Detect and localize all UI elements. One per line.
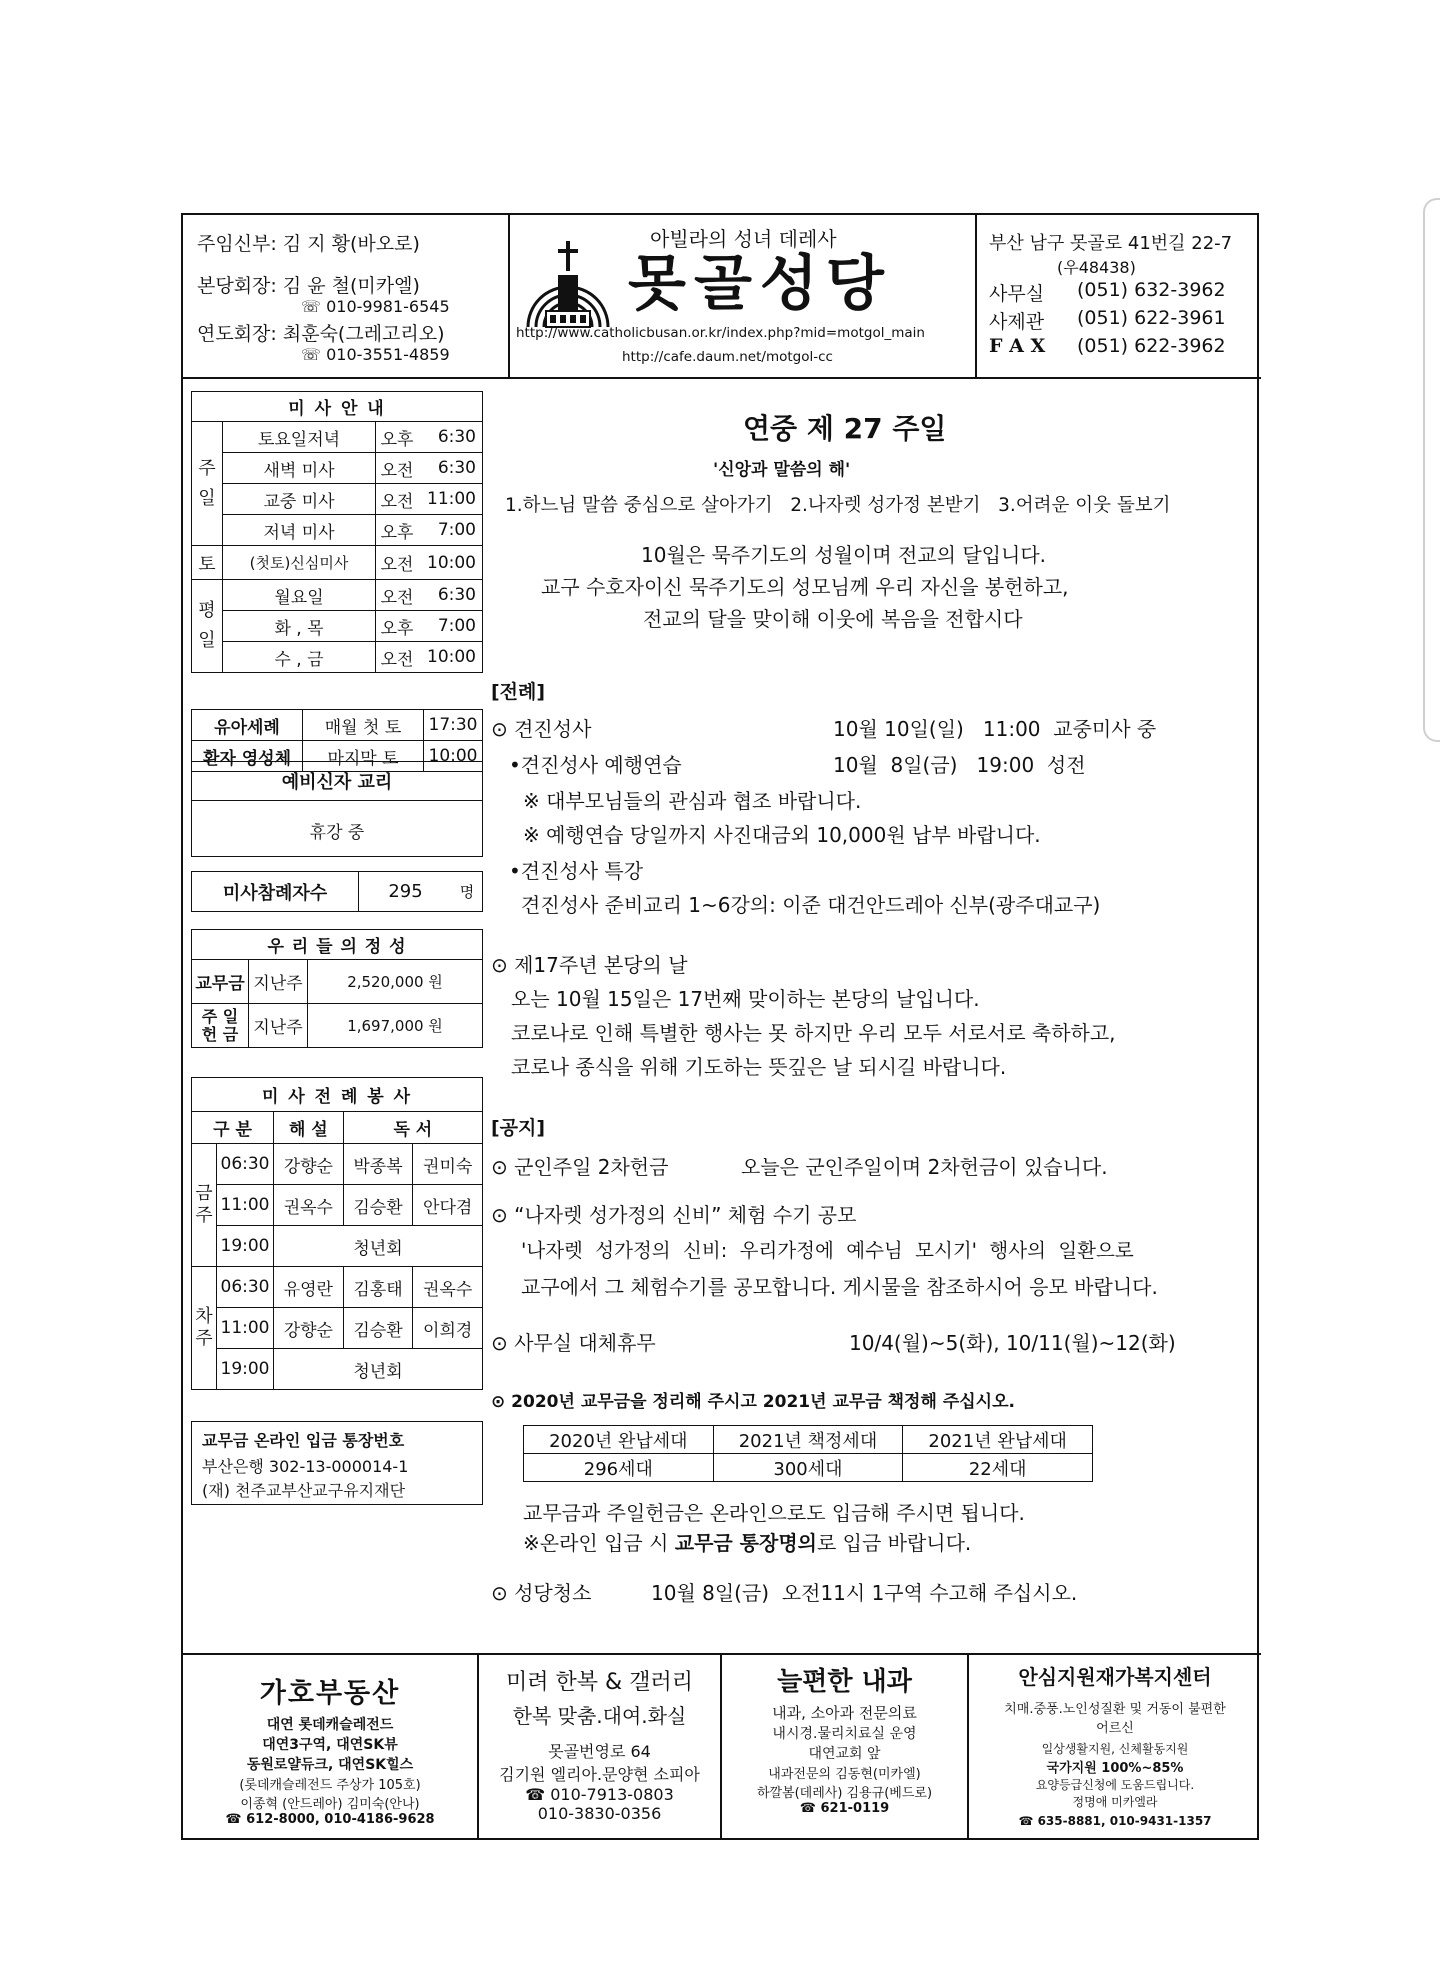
mass-time: 7:00 <box>418 611 483 642</box>
catechumen-box <box>191 761 483 857</box>
year-theme: '신앙과 말씀의 해' <box>713 460 851 480</box>
office-phone: (051) 632-3962 <box>1077 279 1226 301</box>
church-address: 부산 남구 못골로 41번길 22-7 <box>989 233 1233 254</box>
cleaning-title: ⊙ 성당청소 <box>491 1581 592 1605</box>
mass-time: 7:00 <box>418 515 483 546</box>
service-group: 청년회 <box>274 1349 483 1390</box>
dues-value: 22세대 <box>903 1454 1093 1482</box>
service-reader: 김홍태 <box>343 1267 413 1308</box>
service-time: 11:00 <box>217 1185 274 1226</box>
service-group: 청년회 <box>274 1226 483 1267</box>
intro-line: 전교의 달을 맞이해 이웃에 복음을 전합시다 <box>643 607 1023 631</box>
infant-baptism-when: 매월 첫 토 <box>303 710 424 741</box>
sick-communion-time: 10:00 <box>424 741 483 772</box>
bulletin-frame <box>181 213 1259 1840</box>
sunday-label: 주일 <box>192 422 223 546</box>
mass-name: 저녁 미사 <box>223 515 376 546</box>
anniversary-title: ⊙ 제17주년 본당의 날 <box>491 953 688 977</box>
president-label: 본당회장: <box>197 275 277 297</box>
nazareth-line: 교구에서 그 체험수기를 공모합니다. 게시물을 참조하시어 응모 바랍니다. <box>521 1275 1158 1299</box>
next-week-label: 차주 <box>192 1267 217 1390</box>
mass-name: 새벽 미사 <box>223 453 376 484</box>
offering-period: 지난주 <box>249 1004 308 1048</box>
dues-header: 2021년 완납세대 <box>903 1426 1093 1454</box>
saturday-label: 토 <box>192 546 223 580</box>
service-header: 독 서 <box>343 1112 482 1144</box>
pastoral-goals: 1.하느님 말씀 중심으로 살아가기 2.나자렛 성가정 본받기 3.어려운 이웃 돌보기 <box>505 495 1171 516</box>
ad-hanbok: 미려 한복 & 갤러리 한복 맞춤.대여.화실 못골번영로 64 김기원 엘리아.문양현 소피아 ☎ 010-7913-0803 010-3830-0356 <box>479 1655 722 1838</box>
header-logo <box>510 215 977 377</box>
bank-account: 부산은행 302-13-000014-1 <box>202 1457 409 1476</box>
rectory-phone: (051) 622-3961 <box>1077 307 1226 329</box>
offering-amount: 1,697,000 원 <box>308 1004 483 1048</box>
church-name: 못골성당 <box>628 249 892 319</box>
mass-ampm: 오후 <box>376 515 419 546</box>
mass-time: 6:30 <box>418 580 483 611</box>
anniversary-line: 코로나로 인해 특별한 행사는 못 하지만 우리 모두 서로서로 축하하고, <box>511 1021 1116 1045</box>
service-time: 19:00 <box>217 1349 274 1390</box>
header-contact <box>977 215 1261 377</box>
online-note-bold: 교무금 통장명의 <box>674 1531 817 1555</box>
mass-ampm: 오전 <box>376 453 419 484</box>
rectory-label: 사제관 <box>989 311 1045 333</box>
bank-holder: (재) 천주교부산교구유지재단 <box>202 1481 406 1500</box>
note-line: ※ 대부모님들의 관심과 협조 바랍니다. <box>523 789 862 813</box>
offering-period: 지난주 <box>249 960 308 1004</box>
offering-label: 교무금 <box>192 960 249 1004</box>
online-note-post: 로 입금 바랍니다. <box>816 1531 972 1555</box>
infant-baptism-time: 17:30 <box>424 710 483 741</box>
catechumen-title: 예비신자 교리 <box>281 772 393 793</box>
mass-time: 6:30 <box>418 453 483 484</box>
infant-baptism-label: 유아세례 <box>192 710 303 741</box>
header-divider <box>183 377 1261 379</box>
office-label: 사무실 <box>989 283 1045 305</box>
notice-heading: [공지] <box>491 1117 546 1139</box>
service-commentary: 권옥수 <box>274 1185 344 1226</box>
zipcode: (우48438) <box>1057 258 1136 277</box>
confirmation-when: 10월 10일(일) 11:00 교중미사 중 <box>833 717 1157 741</box>
military-title: ⊙ 군인주일 2차헌금 <box>491 1155 669 1179</box>
dues-value: 296세대 <box>524 1454 714 1482</box>
service-title: 미 사 전 례 봉 사 <box>192 1078 483 1112</box>
nazareth-title: ⊙ “나자렛 성가정의 신비” 체험 수기 공모 <box>491 1203 857 1227</box>
service-time: 11:00 <box>217 1308 274 1349</box>
bank-title: 교무금 온라인 입금 통장번호 <box>202 1431 405 1450</box>
service-commentary: 유영란 <box>274 1267 344 1308</box>
mass-name: 월요일 <box>223 580 376 611</box>
online-note-pre: ※온라인 입금 시 <box>523 1531 675 1555</box>
fax-label: F A X <box>989 335 1046 357</box>
office-closure-title: ⊙ 사무실 대체휴무 <box>491 1331 656 1355</box>
service-commentary: 강향순 <box>274 1308 344 1349</box>
dues-table <box>523 1425 1093 1482</box>
page-title: 연중 제 27 주일 <box>743 412 947 445</box>
ad-realestate: 가호부동산 대연 롯데캐슬레전드 대연3구역, 대연SK뷰 동원로얄듀크, 대연SK힐스 (롯데캐슬레전드 주상가 105호) 이종혁 (안드레아) 김미숙(안나) ☎ 612-8000, 010-4186-9628 <box>183 1655 479 1838</box>
military-desc: 오늘은 군인주일이며 2차헌금이 있습니다. <box>741 1155 1108 1179</box>
mass-ampm: 오전 <box>376 580 419 611</box>
sick-communion-when: 마지막 토 <box>303 741 424 772</box>
ad-welfare: 안심지원재가복지센터 치매.중풍.노인성질환 및 거동이 불편한 어르신 일상생활지원, 신체활동지원 국가지원 100%~85% 요양등급신청에 도움드립니다. 정명애 미카엘라 ☎ 635-8881, 010-9431-1357 <box>1004 1665 1226 1828</box>
church-subtitle: 아빌라의 성녀 데레사 <box>650 227 837 251</box>
attendance-label: 미사참례자수 <box>192 872 359 912</box>
scrollbar[interactable] <box>1423 198 1440 742</box>
attendance-unit: 명 <box>452 872 483 912</box>
dues-header: 2020년 완납세대 <box>524 1426 714 1454</box>
bank-box <box>191 1421 483 1505</box>
liturgy-heading: [전례] <box>491 681 546 703</box>
cleaning-desc: 10월 8일(금) 오전11시 1구역 수고해 주십시오. <box>651 1581 1078 1605</box>
confirmation-title: ⊙ 견진성사 <box>491 717 592 741</box>
service-time: 06:30 <box>217 1144 274 1185</box>
service-header: 구 분 <box>192 1112 274 1144</box>
liturgy-service-table <box>191 1077 483 1390</box>
lecture-desc: 견진성사 준비교리 1~6강의: 이준 대건안드레아 신부(광주대교구) <box>521 893 1101 917</box>
mass-name: 수 , 금 <box>223 642 376 673</box>
ad-clinic: 늘편한 내과 내과, 소아과 전문의료 내시경.물리치료실 운영 대연교회 앞 내과전문의 김동현(미카엘) 하깔봄(데레사) 김용규(베드로) ☎ 621-0119 <box>722 1655 969 1838</box>
service-reader: 박종복 <box>343 1144 413 1185</box>
service-commentary: 강향순 <box>274 1144 344 1185</box>
service-reader: 김승환 <box>343 1308 413 1349</box>
mass-title: 미 사 안 내 <box>192 392 483 422</box>
dues-header: 2021년 책정세대 <box>713 1426 903 1454</box>
yeondo-phone: ☏ 010-3551-4859 <box>301 345 450 364</box>
dues-title: ⊙ 2020년 교무금을 정리해 주시고 2021년 교무금 책정해 주십시오. <box>491 1392 1015 1412</box>
mass-name: (첫토)신심미사 <box>223 546 376 580</box>
sick-communion-label: 환자 영성체 <box>192 741 303 772</box>
office-closure-when: 10/4(월)~5(화), 10/11(월)~12(화) <box>849 1331 1176 1355</box>
mass-name: 화 , 목 <box>223 611 376 642</box>
attendance-value: 295 <box>359 872 453 912</box>
fax-phone: (051) 622-3962 <box>1077 335 1226 357</box>
mass-time: 6:30 <box>418 422 483 453</box>
mass-ampm: 오전 <box>376 642 419 673</box>
anniversary-line: 코로나 종식을 위해 기도하는 뜻깊은 날 되시길 바랍니다. <box>511 1055 1007 1079</box>
service-time: 19:00 <box>217 1226 274 1267</box>
mass-time: 10:00 <box>418 642 483 673</box>
yeondo-name: 최훈숙(그레고리오) <box>282 323 445 345</box>
service-time: 06:30 <box>217 1267 274 1308</box>
mass-ampm: 오전 <box>376 484 419 515</box>
anniversary-line: 오는 10월 15일은 17번째 맞이하는 본당의 날입니다. <box>511 987 980 1011</box>
weekday-label: 평일 <box>192 580 223 673</box>
rehearsal-when: 10월 8일(금) 19:00 성전 <box>833 753 1086 777</box>
mass-time: 10:00 <box>418 546 483 580</box>
service-reader: 권미숙 <box>413 1144 483 1185</box>
service-reader: 이희경 <box>413 1308 483 1349</box>
cafe-link[interactable]: http://cafe.daum.net/motgol-cc <box>622 349 833 365</box>
offering-table <box>191 929 483 1048</box>
header-officers <box>183 215 510 377</box>
nazareth-line: '나자렛 성가정의 신비: 우리가정에 예수님 모시기' 행사의 일환으로 <box>521 1239 1134 1262</box>
service-header: 해 설 <box>274 1112 344 1144</box>
church-logo-icon <box>522 235 614 331</box>
mass-ampm: 오후 <box>376 611 419 642</box>
ads-row <box>183 1655 1261 1838</box>
catechumen-status: 휴강 중 <box>309 823 365 843</box>
rehearsal-title: •견진성사 예행연습 <box>509 753 682 777</box>
intro-line: 10월은 묵주기도의 성월이며 전교의 달입니다. <box>641 543 1046 567</box>
pastor-label: 주임신부: <box>197 233 277 255</box>
note-line: ※ 예행연습 당일까지 사진대금외 10,000원 납부 바랍니다. <box>523 823 1041 847</box>
lecture-title: •견진성사 특강 <box>509 859 644 883</box>
service-reader: 김승환 <box>343 1185 413 1226</box>
mass-name: 토요일저녁 <box>223 422 376 453</box>
service-reader: 안다겸 <box>413 1185 483 1226</box>
attendance-table <box>191 871 483 912</box>
online-note: 교무금과 주일헌금은 온라인으로도 입금해 주시면 됩니다. <box>523 1501 1025 1525</box>
mass-name: 교중 미사 <box>223 484 376 515</box>
mass-schedule-table <box>191 391 483 673</box>
offering-amount: 2,520,000 원 <box>308 960 483 1004</box>
offering-label: 주 일 헌 금 <box>192 1004 249 1048</box>
president-name: 김 윤 철(미카엘) <box>282 275 420 297</box>
service-reader: 권옥수 <box>413 1267 483 1308</box>
yeondo-label: 연도회장: <box>197 323 277 345</box>
offering-title: 우 리 들 의 정 성 <box>192 930 483 960</box>
president-phone: ☏ 010-9981-6545 <box>301 297 450 316</box>
mass-time: 11:00 <box>418 484 483 515</box>
pastor-name: 김 지 황(바오로) <box>282 233 420 255</box>
homepage-link[interactable]: http://www.catholicbusan.or.kr/index.php?mid=motgol_main <box>516 325 925 341</box>
mass-ampm: 오전 <box>376 546 419 580</box>
mass-ampm: 오후 <box>376 422 419 453</box>
this-week-label: 금주 <box>192 1144 217 1267</box>
dues-value: 300세대 <box>713 1454 903 1482</box>
intro-line: 교구 수호자이신 묵주기도의 성모님께 우리 자신을 봉헌하고, <box>541 575 1069 599</box>
